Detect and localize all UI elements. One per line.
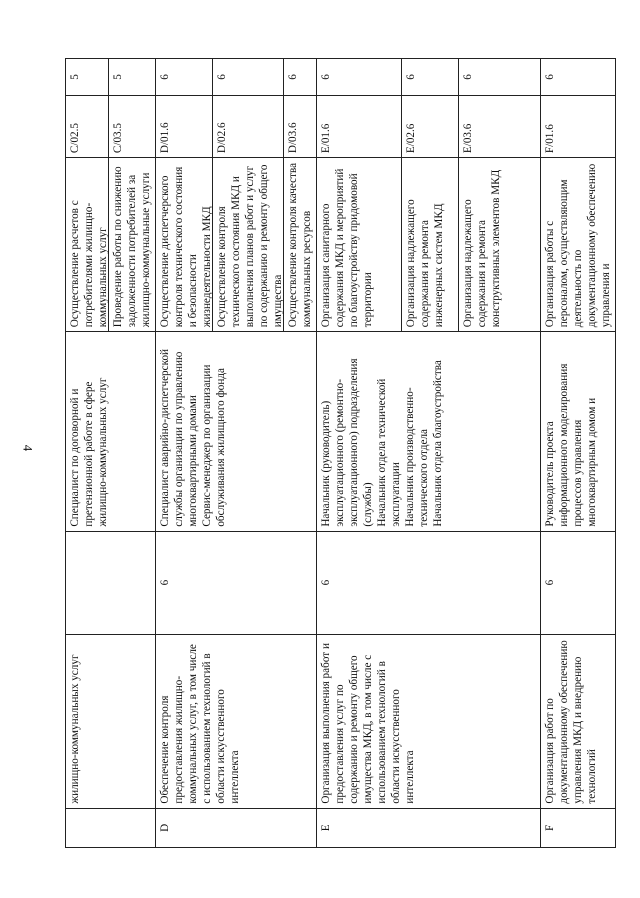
function-level: 6 [287, 74, 299, 80]
function-name: Проведение работы по снижению задолженности потребителей за жилищно-коммунальные услуги [112, 166, 152, 328]
function-name: Организация санитарного содержания МКД и мероприятий по благоустройству придомовой территории [317, 158, 402, 331]
row-functions [317, 158, 541, 332]
qualification-table [65, 58, 616, 848]
function-name: Организация надлежащего содержания и ремонта конструктивных элементов МКД [462, 169, 502, 328]
function-level: 6 [541, 59, 616, 96]
row-level [66, 531, 156, 634]
function-level: 5 [66, 59, 109, 95]
function-code: D/03.6 [287, 122, 299, 154]
position-item: Начальник (руководитель) эксплуатационного (ремонтно-эксплуатационного) подразделения (службы) [320, 358, 374, 527]
function-code: F/01.6 [541, 95, 616, 157]
position-item: Сервис-менеджер по организации обслуживания жилищного фонда [201, 364, 227, 527]
position-item: Специалист аварийно-диспетчерской службы организации по управлению многоквартирными домами [159, 348, 199, 527]
row-positions [156, 332, 317, 531]
row-name: Организация выполнения работ и предоставления услуг по содержанию и ремонту общего имущества МКД, в том числе с использованием технологий в области искусственного интеллекта [317, 634, 541, 808]
function-code: C/03.5 [112, 122, 124, 154]
function-code: D/01.6 [156, 96, 213, 157]
table-row [541, 59, 616, 848]
function-name: Осуществление расчетов с потребителями жилищно-коммунальных услуг [66, 158, 109, 331]
row-name: жилищно-коммунальных услуг [66, 634, 156, 808]
function-name: Осуществление диспетчерского контроля технического состояния и безопасности жизнедеятельности МКД [156, 158, 213, 331]
row-positions [317, 332, 541, 531]
function-code: E/03.6 [462, 123, 474, 154]
row-code: D [156, 808, 317, 847]
function-name: Организация работы с персоналом, осуществляющим деятельность по документационному обеспечению управления и [541, 158, 616, 332]
function-code: D/02.6 [213, 96, 284, 157]
table-row [66, 59, 156, 848]
position-item: Начальник отдела технической эксплуатации [376, 378, 402, 527]
row-function-levels [156, 59, 317, 96]
position-item: Специалист по договорной и претензионной работе в сфере жилищно-коммунальных услуг [69, 377, 109, 527]
table-row [156, 59, 317, 848]
position-item: Начальник производственно-технического отдела [404, 387, 430, 527]
position-item: Начальник отдела благоустройства [432, 360, 444, 527]
row-function-codes [156, 95, 317, 157]
row-name: Обеспечение контроля предоставления жилищно-коммунальных услуг, в том числе с использованием технологий в области искусственного интеллекта [156, 634, 317, 808]
row-code: F [541, 808, 616, 847]
function-level: 6 [462, 74, 474, 80]
function-level: 5 [112, 74, 124, 80]
function-name: Осуществление контроля технического состояния МКД и выполнения планов работ и услуг по содержанию и ремонту общего имущества [213, 158, 284, 331]
row-function-codes [66, 95, 156, 157]
function-level: 6 [156, 59, 213, 95]
rotated-table-container [65, 58, 612, 848]
function-code: E/01.6 [317, 96, 402, 157]
row-function-levels [317, 59, 541, 96]
row-functions [66, 158, 156, 332]
row-code: E [317, 808, 541, 847]
row-functions [156, 158, 317, 332]
row-level: 6 [317, 531, 541, 634]
row-positions [541, 332, 616, 531]
function-level: 6 [213, 59, 284, 95]
function-level: 6 [317, 59, 402, 95]
function-code: E/02.6 [402, 96, 459, 157]
position-item: Руководитель проекта информационного моделирования процессов управления многоквартирным домом и [544, 363, 598, 527]
row-level: 6 [156, 531, 317, 634]
row-positions [66, 332, 156, 531]
row-function-levels [66, 59, 156, 96]
row-function-codes [317, 95, 541, 157]
function-code: C/02.5 [66, 96, 109, 157]
function-name: Осуществление контроля качества коммунальных ресурсов [287, 162, 313, 328]
row-level: 6 [541, 531, 616, 634]
function-level: 6 [402, 59, 459, 95]
table-row [317, 59, 541, 848]
function-name: Организация надлежащего содержания и ремонта инженерных систем МКД [402, 158, 459, 331]
row-code [66, 808, 156, 847]
row-name: Организация работ по документационному обеспечению управления МКД и внедрению технологий [541, 634, 616, 808]
page-number: 4 [20, 444, 36, 452]
